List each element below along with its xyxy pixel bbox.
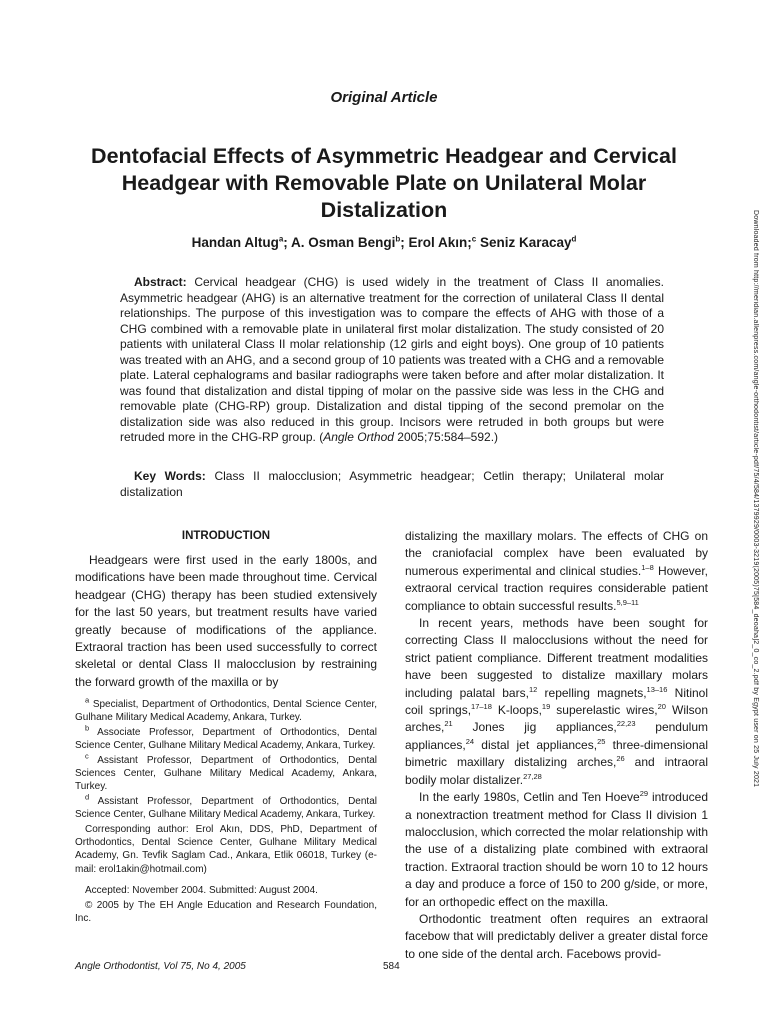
keywords-label: Key Words: <box>134 469 206 483</box>
author-separator: ; <box>283 235 292 250</box>
reference-superscript[interactable]: 1–8 <box>641 562 654 572</box>
affiliation-mark: a <box>278 234 284 244</box>
footer-journal-info: Angle Orthodontist, Vol 75, No 4, 2005 <box>75 961 246 972</box>
introduction-heading: INTRODUCTION <box>181 530 271 542</box>
footnote-text: Specialist, Department of Orthodontics, Dental Science Center, Gulhane Military Medical Academy, Ankara, Turkey. <box>75 699 377 724</box>
right-column <box>405 528 708 963</box>
copyright-notice: © 2005 by The EH Angle Education and Research Foundation, Inc. <box>75 899 377 925</box>
footnote-mark: c <box>85 751 89 761</box>
reference-superscript[interactable]: 5,9–11 <box>616 597 639 607</box>
footnote-mark: d <box>85 792 90 802</box>
abstract-text: Cervical headgear (CHG) is used widely in the treatment of Class II anomalies. Asymmetric headgear (AHG) is an alternative treatment for the correction of unilateral Class II dental relationships. The purpose of this investigation was to compare the effects of AHG with those of a CHG combined with a removable plate in unilateral first molar distalization. The study consisted of 20 patients with unilateral Class II molar relationship (12 girls and eight boys). One group of 10 patients was treated with an AHG, and a second group of 10 patients was treated with a CHG and a removable plate. Lateral cephalograms and basilar radiographs were taken before and after molar distalization. It was found that distalization and distal tipping of molar on the passive side was less in the CHG and removable plate (CHG-RP) group. Distalization and distal tipping of the second premolar on the distalization side was also reduced in this group. Incisors were retruded in both groups but were retruded more in the CHG-RP group. ( <box>120 275 664 444</box>
affiliation-mark: b <box>395 234 401 244</box>
reference-superscript[interactable]: 29 <box>639 789 649 799</box>
reference-superscript[interactable]: 12 <box>528 684 538 694</box>
author-name[interactable]: Handan Altug <box>191 235 279 250</box>
corresponding-author: Corresponding author: Erol Akın, DDS, PhD, Department of Orthodontics, Dental Science Center, Gulhane Military Medical Academy, Gn. Tevfik Saglam Cad., Ankara, Etlik 06018, Turkey (e-mail: erol1akin@hotmail.com) <box>75 823 377 875</box>
footnote-b <box>75 723 377 753</box>
reference-superscript[interactable]: 22,23 <box>616 719 636 729</box>
author-list <box>0 235 768 250</box>
download-watermark: Downloaded from http://meridian.allenpress.com/angle-orthodontist/article-pdf/75/4/584/1379929/0003-3219(2005)75[584_deoaha]2_0_co_2.pdf by Egypt user on 25 July 2021 <box>752 210 759 788</box>
footnote-a <box>75 695 377 725</box>
abstract-label: Abstract: <box>134 275 187 289</box>
footnote-text: Assistant Professor, Department of Orthodontics, Dental Sciences Center, Gulhane Military Medical Academy, Ankara, Turkey. <box>75 754 377 793</box>
abstract <box>120 275 664 446</box>
author-name[interactable]: Erol Akın; <box>408 235 472 250</box>
reference-superscript[interactable]: 26 <box>616 754 625 764</box>
reference-superscript[interactable]: 24 <box>465 736 475 746</box>
introduction-paragraph: Headgears were first used in the early 1800s, and modifications have been made throughout time. Cervical headgear (CHG) therapy has been studied extensively for the last 50 years, but treatment results have varied greatly because of modifications of the appliance. Extraoral traction has been used successfully to correct skeletal or dental Class II malocclusion by restraining the forward growth of the maxilla or by <box>75 553 377 689</box>
affiliation-mark: d <box>571 234 577 244</box>
body-paragraph: In the early 1980s, Cetlin and Ten Hoeve$^{29}$ introduced a nonextraction treatment method for Class II division 1 malocclusion, which corrected the molar relationship with the use of a distalizing plate combined with extraoral traction. Extraoral traction should be worn 10 to 12 hours a day and produce a force of 150 to 200 g/side, or more, for an orthopedic effect on the maxilla. <box>405 789 708 909</box>
footnote-mark: b <box>85 723 90 733</box>
footnote-d <box>75 792 377 822</box>
left-column <box>75 528 377 691</box>
reference-superscript[interactable]: 13–16 <box>646 684 668 694</box>
article-title: Dentofacial Effects of Asymmetric Headgear and Cervical Headgear with Removable Plate on Unilateral Molar Distalization <box>91 144 677 222</box>
article-type-label: Original Article <box>330 89 438 106</box>
abstract-citation-details: 2005;75:584–592.) <box>397 430 499 444</box>
footnote-mark: a <box>85 695 90 705</box>
reference-superscript[interactable]: 25 <box>597 736 606 746</box>
accepted-dates: Accepted: November 2004. Submitted: August 2004. <box>85 885 318 897</box>
keywords <box>120 468 664 500</box>
footnote-text: Assistant Professor, Department of Orthodontics, Dental Science Center, Gulhane Military Medical Academy, Ankara, Turkey. <box>75 795 377 821</box>
author-name[interactable]: Seniz Karacay <box>479 235 572 250</box>
author-name[interactable]: A. Osman Bengi <box>291 235 396 250</box>
reference-superscript[interactable]: 20 <box>657 702 666 712</box>
reference-superscript[interactable]: 21 <box>444 719 453 729</box>
keywords-text: Class II malocclusion; Asymmetric headgear; Cetlin therapy; Unilateral molar distalization <box>120 469 664 499</box>
body-paragraph: distalizing the maxillary molars. The effects of CHG on the craniofacial complex have been evaluated by numerous experimental and clinical studies.$^{1-8}$ However, extraoral cervical traction requires considerable patient compliance to obtain successful results.$^{5,9-11}$ <box>405 529 708 613</box>
affiliation-mark: c <box>471 234 477 244</box>
footnote-text: Associate Professor, Department of Orthodontics, Dental Science Center, Gulhane Military Medical Academy, Ankara, Turkey. <box>75 726 377 752</box>
footnotes <box>75 695 377 927</box>
footnote-c <box>75 751 377 794</box>
author-separator: ; <box>400 235 409 250</box>
body-paragraph: In recent years, methods have been sought for correcting Class II malocclusions without the need for strict patient compliance. Different treatment modalities have been suggested to distalize maxillary molars including palatal bars,$^{12}$ repelling magnets,$^{13-16}$ Nitinol coil springs,$^{17-18}$ K-loops,$^{19}$ superelastic wires,$^{20}$ Wilson arches,$^{21}$ Jones jig appliances,$^{22,23}$ pendulum appliances,$^{24}$ distal jet appliances,$^{25}$ three-dimensional bimetric maxillary distalizing arches,$^{26}$ and intraoral bodily molar distalizer.$^{27,28}$ <box>405 616 709 787</box>
reference-superscript[interactable]: 19 <box>541 702 551 712</box>
body-paragraph: Orthodontic treatment often requires an extraoral facebow that will predictably deliver a greater distal force to one side of the dental arch. Facebows provid- <box>405 911 708 961</box>
reference-superscript[interactable]: 27,28 <box>523 771 542 781</box>
abstract-citation-journal: Angle Orthod <box>323 430 394 444</box>
reference-superscript[interactable]: 17–18 <box>471 702 492 712</box>
page-number: 584 <box>383 961 400 972</box>
